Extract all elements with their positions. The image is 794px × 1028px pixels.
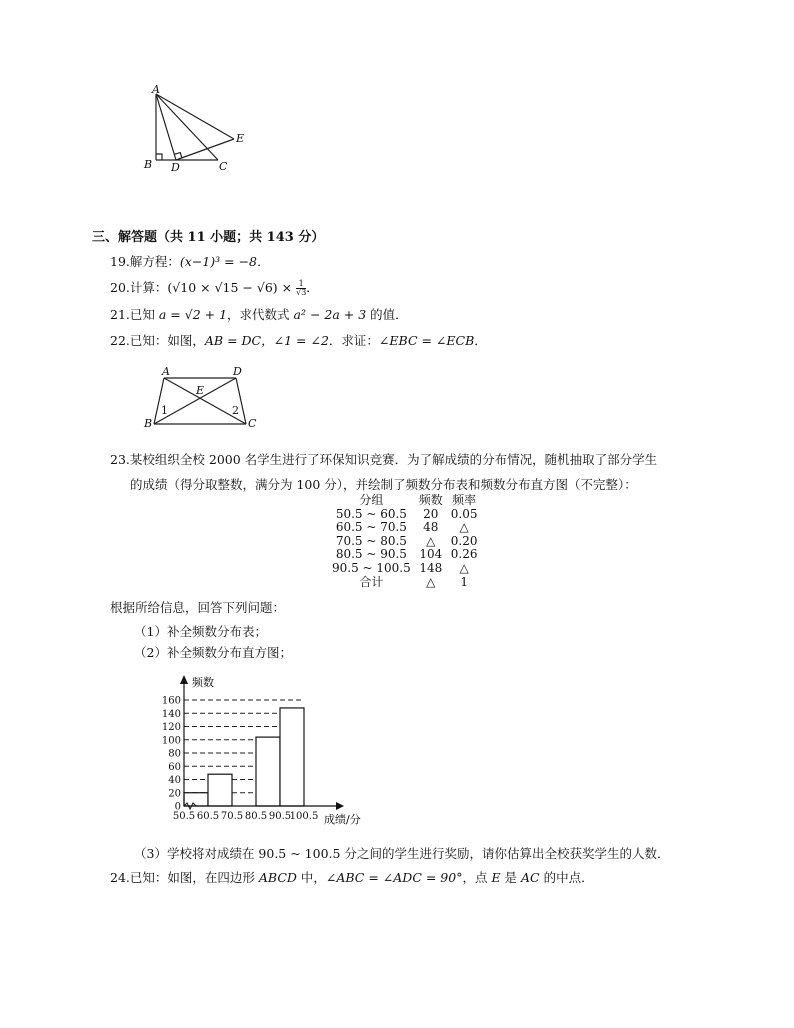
q23-part1: （1）补全频数分布表； <box>134 624 267 639</box>
y-tick-label: 100 <box>161 735 181 747</box>
q23-part3: （3）学校将对成绩在 90.5 ~ 100.5 分之间的学生进行奖励，请你估算出全校获奖学生的人数． <box>134 846 670 861</box>
q23-text-line1: 某校组织全校 2000 名学生进行了环保知识竞赛．为了解成绩的分布情况，随机抽取了部分学生 <box>129 452 658 467</box>
histogram-bar <box>256 737 280 806</box>
y-tick-label: 140 <box>161 708 181 720</box>
segment-db <box>154 378 236 424</box>
q24-text-b: 中， <box>296 870 326 885</box>
section-heading: 三、解答题（共 11 小题；共 143 分） <box>92 230 325 245</box>
table-cell: △ <box>426 533 436 548</box>
q24-expr-c: E <box>491 870 501 885</box>
label-c: C <box>219 160 228 173</box>
x-tick-label: 60.5 <box>196 811 220 822</box>
question-24 <box>110 868 594 886</box>
table-cell: △ <box>459 520 469 535</box>
q22-text-a: 已知：如图， <box>129 333 205 348</box>
x-tick-label: 90.5 <box>268 811 292 822</box>
table-row <box>328 548 482 562</box>
q23-prompt: 根据所给信息，回答下列问题： <box>110 600 286 615</box>
table-cell: 90.5 ~ 100.5 <box>332 560 411 575</box>
question-21 <box>110 305 408 323</box>
q24-text-e: 的中点． <box>539 870 594 885</box>
y-tick-label: 120 <box>161 722 181 733</box>
q21-expr-a: a = √2 + 1 <box>158 307 228 322</box>
label-d: D <box>171 161 180 174</box>
q23-text-line2: 的成绩（得分取整数，满分为 100 分），并绘制了频数分布表和频数分布直方图（不完整）： <box>130 477 637 492</box>
table-header-row <box>328 494 482 508</box>
y-tick-label: 80 <box>168 748 181 760</box>
table-header: 分组 <box>359 493 384 507</box>
q21-text-a: 已知 <box>129 307 159 322</box>
q21-text-b: ，求代数式 <box>227 307 294 322</box>
question-23-line1 <box>110 450 657 468</box>
q20-tail: ． <box>306 280 319 295</box>
right-angle-b <box>156 154 162 160</box>
y-tick-label: 20 <box>168 788 181 800</box>
x-tick-label: 70.5 <box>220 811 244 822</box>
histogram-bar <box>208 774 232 806</box>
table-cell: △ <box>459 560 469 575</box>
y-axis-title: 频数 <box>192 676 214 689</box>
q22-text-c: ． <box>474 333 487 348</box>
table-cell: 60.5 ~ 70.5 <box>335 520 407 535</box>
figure-triangle-abc <box>140 84 260 176</box>
table-cell: 80.5 ~ 90.5 <box>335 547 407 562</box>
table-header: 频率 <box>452 493 477 507</box>
label-d: D <box>233 365 242 378</box>
table-cell: 48 <box>423 520 439 535</box>
table-cell: 0.05 <box>450 506 478 521</box>
q19-expr: (x−1)³ = −8． <box>179 254 270 269</box>
table-cell: 合计 <box>359 574 384 589</box>
x-tick-label: 50.5 <box>172 811 196 822</box>
q24-number: 24. <box>110 870 130 885</box>
x-axis-title: 成绩/分 <box>324 813 361 826</box>
q20-expr: (√10 × √15 − √6) × <box>167 280 297 295</box>
table-row <box>328 562 482 576</box>
q22-expr-a: AB = DC，∠1 = ∠2 <box>204 333 329 348</box>
label-c: C <box>248 417 257 430</box>
q20-frac-denominator: √3 <box>296 288 307 297</box>
q23-number: 23. <box>110 452 130 467</box>
q24-text-a: 已知：如图，在四边形 <box>129 870 259 885</box>
table-row <box>328 521 482 535</box>
y-axis-arrow <box>180 675 188 684</box>
q20-number: 20. <box>110 280 130 295</box>
q22-text-b: ．求证： <box>328 333 379 348</box>
q20-lead: 计算： <box>129 280 168 295</box>
histogram-bar <box>280 708 304 806</box>
y-tick-label: 160 <box>161 695 181 707</box>
label-e: E <box>196 384 205 397</box>
table-cell: 104 <box>419 547 443 562</box>
segment-dc <box>236 378 246 424</box>
table-cell: △ <box>426 574 436 589</box>
q24-expr-d: AC <box>521 870 540 885</box>
question-19 <box>110 252 270 270</box>
label-a: A <box>162 365 170 378</box>
y-tick-label: 0 <box>174 801 181 813</box>
segment-ab <box>154 378 164 424</box>
q19-lead: 解方程： <box>129 254 180 269</box>
label-b: B <box>144 158 153 171</box>
table-cell: 1 <box>460 574 468 589</box>
segment-ac <box>164 378 246 424</box>
question-20 <box>110 278 319 297</box>
q24-text-d: 是 <box>500 870 522 885</box>
table-header: 频数 <box>418 493 443 507</box>
q19-number: 19. <box>110 254 130 269</box>
q24-expr-a: ABCD <box>258 870 297 885</box>
table-cell: 0.26 <box>450 547 478 562</box>
table-cell: 70.5 ~ 80.5 <box>335 533 407 548</box>
figure-crossed-quad <box>140 364 260 432</box>
x-axis-arrow <box>336 802 344 810</box>
q21-number: 21. <box>110 307 130 322</box>
x-tick-label: 100.5 <box>289 811 319 822</box>
q20-frac-numerator: 1 <box>296 280 306 289</box>
q22-number: 22. <box>110 333 130 348</box>
table-row <box>328 535 482 549</box>
segment-ac <box>156 94 218 160</box>
segment-de <box>176 139 234 160</box>
table-cell: 0.20 <box>450 533 478 548</box>
label-angle-2: 2 <box>232 404 239 417</box>
label-e: E <box>236 132 245 145</box>
label-a: A <box>152 84 160 96</box>
q20-fraction <box>296 280 306 297</box>
question-22 <box>110 331 487 349</box>
q24-text-c: ，点 <box>462 870 492 885</box>
y-tick-label: 60 <box>168 761 181 773</box>
label-b: B <box>144 417 153 430</box>
x-tick-label: 80.5 <box>244 811 268 822</box>
q21-text-c: 的值． <box>366 307 408 322</box>
q22-expr-b: ∠EBC = ∠ECB <box>378 333 475 348</box>
table-total-row <box>328 576 482 590</box>
table-row <box>328 508 482 522</box>
table-cell: 148 <box>419 560 443 575</box>
frequency-table <box>328 494 482 589</box>
frequency-histogram <box>150 672 390 830</box>
table-cell: 20 <box>423 506 439 521</box>
q21-expr-b: a² − 2a + 3 <box>293 307 367 322</box>
q23-part2: （2）补全频数分布直方图； <box>134 645 292 660</box>
label-angle-1: 1 <box>161 404 168 417</box>
q24-expr-b: ∠ABC = ∠ADC = 90° <box>325 870 463 885</box>
y-tick-label: 40 <box>168 775 181 786</box>
table-cell: 50.5 ~ 60.5 <box>335 506 407 521</box>
